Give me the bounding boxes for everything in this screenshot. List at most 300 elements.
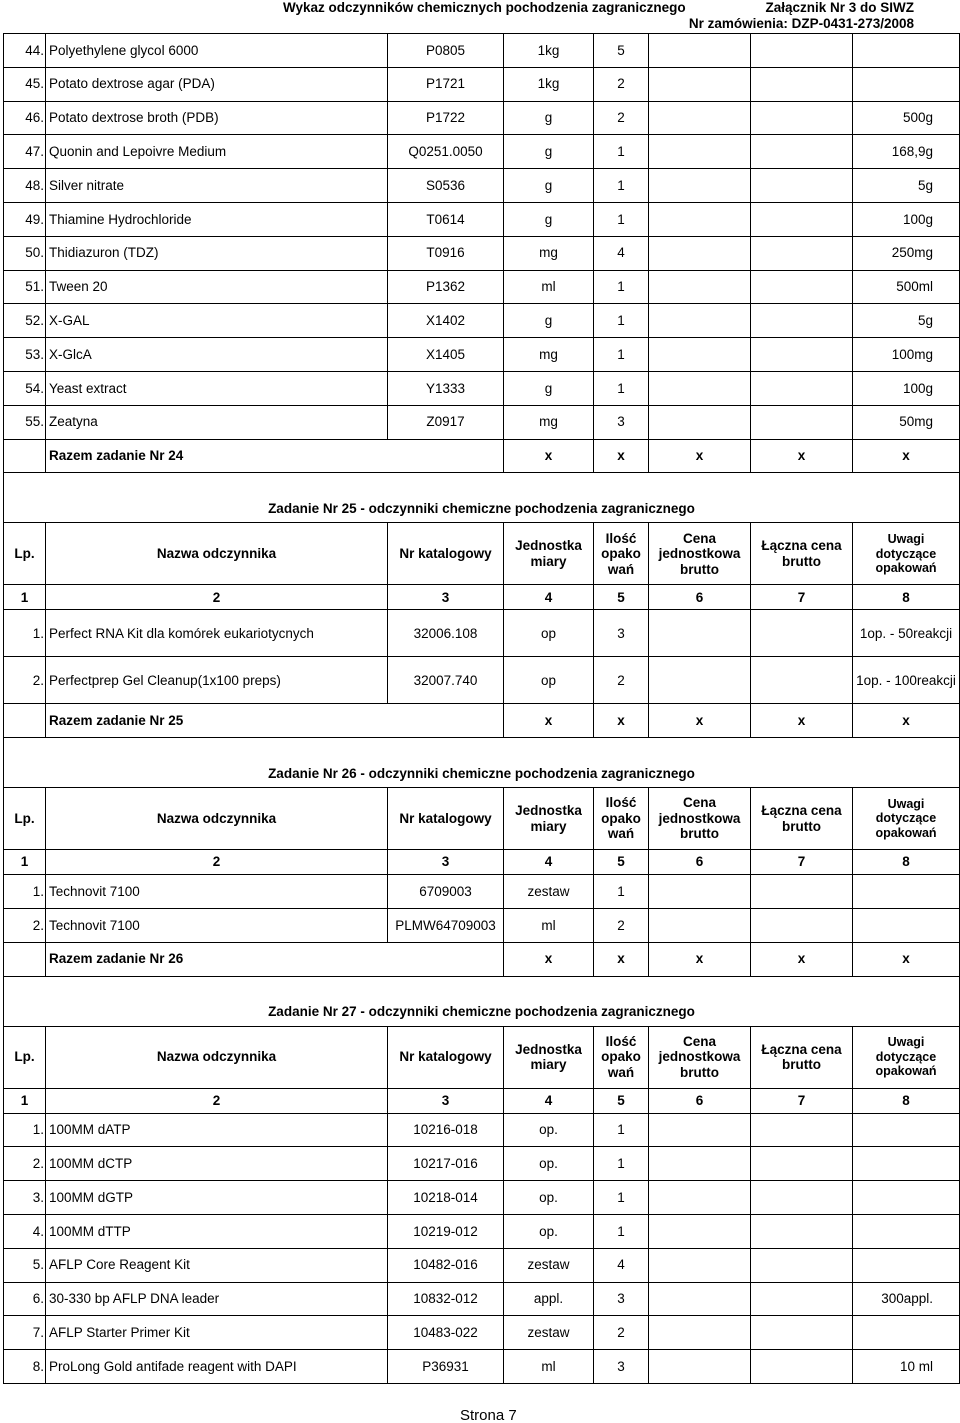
- column-number: 5: [594, 850, 649, 875]
- package-quantity: 3: [594, 610, 649, 657]
- row-number: 7.: [4, 1316, 46, 1350]
- reagent-name: X-GAL: [46, 304, 388, 338]
- section-title: Zadanie Nr 26 - odczynniki chemiczne pochodzenia zagranicznego: [4, 738, 960, 788]
- section-title-row: [4, 738, 960, 788]
- total-price: [751, 1282, 853, 1316]
- column-number: 6: [649, 585, 751, 610]
- table-row: [4, 1350, 960, 1384]
- column-number: 2: [46, 585, 388, 610]
- package-quantity: 2: [594, 101, 649, 135]
- package-quantity: 1: [594, 1147, 649, 1181]
- section-total-row: [4, 704, 960, 738]
- column-header-notes: Uwagi dotyczące opakowań: [853, 1026, 960, 1088]
- package-notes: 5g: [853, 304, 960, 338]
- package-notes: [853, 1147, 960, 1181]
- row-number: 4.: [4, 1214, 46, 1248]
- total-price: [751, 371, 853, 405]
- package-notes: 300appl.: [853, 1282, 960, 1316]
- reagent-name: Potato dextrose agar (PDA): [46, 67, 388, 101]
- reagent-name: Thiamine Hydrochloride: [46, 202, 388, 236]
- package-notes: [853, 1248, 960, 1282]
- row-number: 51.: [4, 270, 46, 304]
- page-number: Strona 7: [460, 1407, 517, 1423]
- table-row: [4, 610, 960, 657]
- reagent-name: Yeast extract: [46, 371, 388, 405]
- total-mark-x: x: [504, 942, 594, 976]
- catalog-number: 10217-016: [388, 1147, 504, 1181]
- total-price: [751, 875, 853, 909]
- package-quantity: 1: [594, 169, 649, 203]
- package-quantity: 1: [594, 1181, 649, 1215]
- column-header-notes: Uwagi dotyczące opakowań: [853, 788, 960, 850]
- catalog-number: 10216-018: [388, 1113, 504, 1147]
- unit-price: [649, 1181, 751, 1215]
- section-title-row: [4, 473, 960, 523]
- reagent-name: AFLP Core Reagent Kit: [46, 1248, 388, 1282]
- total-price: [751, 908, 853, 942]
- catalog-number: Z0917: [388, 405, 504, 439]
- table-row: [4, 270, 960, 304]
- unit-of-measure: appl.: [504, 1282, 594, 1316]
- package-notes: [853, 875, 960, 909]
- unit-price: [649, 405, 751, 439]
- total-price: [751, 1248, 853, 1282]
- section-total-label: Razem zadanie Nr 24: [46, 439, 504, 473]
- total-price: [751, 405, 853, 439]
- reagent-name: ProLong Gold antifade reagent with DAPI: [46, 1350, 388, 1384]
- total-price: [751, 338, 853, 372]
- catalog-number: T0614: [388, 202, 504, 236]
- column-header-catalog: Nr katalogowy: [388, 523, 504, 585]
- section-title: Zadanie Nr 25 - odczynniki chemiczne pochodzenia zagranicznego: [4, 473, 960, 523]
- section-total-row: [4, 439, 960, 473]
- column-header-unit: Jednostka miary: [504, 788, 594, 850]
- package-quantity: 2: [594, 908, 649, 942]
- table-row: [4, 657, 960, 704]
- catalog-number: P1721: [388, 67, 504, 101]
- reagent-name: Perfectprep Gel Cleanup(1x100 preps): [46, 657, 388, 704]
- total-mark-x: x: [853, 439, 960, 473]
- column-header-qty: Ilość opako wań: [594, 1026, 649, 1088]
- unit-of-measure: op: [504, 610, 594, 657]
- column-number: 7: [751, 850, 853, 875]
- unit-of-measure: ml: [504, 1350, 594, 1384]
- reagent-name: Polyethylene glycol 6000: [46, 34, 388, 68]
- column-header-unit_price: Cena jednostkowa brutto: [649, 523, 751, 585]
- table-row: [4, 169, 960, 203]
- unit-of-measure: g: [504, 169, 594, 203]
- column-header-lp: Lp.: [4, 1026, 46, 1088]
- package-quantity: 5: [594, 34, 649, 68]
- unit-of-measure: g: [504, 101, 594, 135]
- total-mark-x: x: [853, 942, 960, 976]
- column-header-row: [4, 523, 960, 585]
- package-notes: 500ml: [853, 270, 960, 304]
- total-price: [751, 270, 853, 304]
- unit-of-measure: ml: [504, 908, 594, 942]
- unit-of-measure: g: [504, 371, 594, 405]
- total-price: [751, 1214, 853, 1248]
- unit-price: [649, 1248, 751, 1282]
- column-header-total_price: Łączna cena brutto: [751, 523, 853, 585]
- row-number: 52.: [4, 304, 46, 338]
- package-quantity: 2: [594, 1316, 649, 1350]
- table-row: [4, 371, 960, 405]
- package-notes: 5g: [853, 169, 960, 203]
- total-price: [751, 1181, 853, 1215]
- row-number: 46.: [4, 101, 46, 135]
- column-header-lp: Lp.: [4, 788, 46, 850]
- reagent-name: Silver nitrate: [46, 169, 388, 203]
- total-mark-x: x: [649, 439, 751, 473]
- table-row: [4, 304, 960, 338]
- total-price: [751, 135, 853, 169]
- column-header-unit_price: Cena jednostkowa brutto: [649, 1026, 751, 1088]
- package-notes: [853, 67, 960, 101]
- package-quantity: 1: [594, 1214, 649, 1248]
- row-number: 48.: [4, 169, 46, 203]
- package-quantity: 2: [594, 67, 649, 101]
- reagent-name: 100MM dATP: [46, 1113, 388, 1147]
- unit-price: [649, 1214, 751, 1248]
- row-number: 1.: [4, 875, 46, 909]
- column-number: 7: [751, 585, 853, 610]
- unit-price: [649, 1147, 751, 1181]
- reagent-name: Technovit 7100: [46, 908, 388, 942]
- unit-of-measure: g: [504, 304, 594, 338]
- section-total-label: Razem zadanie Nr 26: [46, 942, 504, 976]
- unit-of-measure: zestaw: [504, 1248, 594, 1282]
- unit-of-measure: zestaw: [504, 1316, 594, 1350]
- total-mark-x: x: [594, 439, 649, 473]
- total-mark-x: x: [504, 439, 594, 473]
- table-row: [4, 67, 960, 101]
- total-mark-x: x: [853, 704, 960, 738]
- column-number-row: [4, 850, 960, 875]
- reagent-name: 30-330 bp AFLP DNA leader: [46, 1282, 388, 1316]
- total-mark-x: x: [649, 704, 751, 738]
- package-quantity: 1: [594, 1113, 649, 1147]
- row-number: 50.: [4, 236, 46, 270]
- total-mark-x: x: [649, 942, 751, 976]
- column-number: 8: [853, 1088, 960, 1113]
- package-notes: [853, 908, 960, 942]
- column-header-unit: Jednostka miary: [504, 523, 594, 585]
- total-mark-x: x: [751, 942, 853, 976]
- package-quantity: 1: [594, 371, 649, 405]
- row-number: 49.: [4, 202, 46, 236]
- section-total-label: Razem zadanie Nr 25: [46, 704, 504, 738]
- unit-of-measure: 1kg: [504, 34, 594, 68]
- unit-of-measure: op.: [504, 1113, 594, 1147]
- column-header-row: [4, 788, 960, 850]
- reagent-name: 100MM dCTP: [46, 1147, 388, 1181]
- total-price: [751, 1113, 853, 1147]
- unit-price: [649, 67, 751, 101]
- catalog-number: 10832-012: [388, 1282, 504, 1316]
- reagent-name: Potato dextrose broth (PDB): [46, 101, 388, 135]
- column-header-unit_price: Cena jednostkowa brutto: [649, 788, 751, 850]
- table-row: [4, 1181, 960, 1215]
- unit-price: [649, 371, 751, 405]
- column-header-unit: Jednostka miary: [504, 1026, 594, 1088]
- unit-price: [649, 338, 751, 372]
- total-spacer: [4, 439, 46, 473]
- package-quantity: 1: [594, 270, 649, 304]
- package-notes: [853, 1316, 960, 1350]
- unit-of-measure: op.: [504, 1147, 594, 1181]
- column-header-notes: Uwagi dotyczące opakowań: [853, 523, 960, 585]
- column-number: 7: [751, 1088, 853, 1113]
- package-quantity: 3: [594, 405, 649, 439]
- section-total-row: [4, 942, 960, 976]
- unit-price: [649, 1350, 751, 1384]
- column-header-total_price: Łączna cena brutto: [751, 1026, 853, 1088]
- unit-of-measure: g: [504, 202, 594, 236]
- column-header-name: Nazwa odczynnika: [46, 523, 388, 585]
- total-price: [751, 202, 853, 236]
- unit-of-measure: g: [504, 135, 594, 169]
- table-row: [4, 101, 960, 135]
- unit-price: [649, 657, 751, 704]
- total-price: [751, 1316, 853, 1350]
- package-quantity: 4: [594, 236, 649, 270]
- unit-price: [649, 101, 751, 135]
- unit-price: [649, 236, 751, 270]
- column-number: 1: [4, 1088, 46, 1113]
- package-quantity: 1: [594, 135, 649, 169]
- column-number: 6: [649, 1088, 751, 1113]
- row-number: 47.: [4, 135, 46, 169]
- row-number: 8.: [4, 1350, 46, 1384]
- row-number: 44.: [4, 34, 46, 68]
- row-number: 3.: [4, 1181, 46, 1215]
- reagent-name: Quonin and Lepoivre Medium: [46, 135, 388, 169]
- unit-price: [649, 135, 751, 169]
- table-row: [4, 1248, 960, 1282]
- row-number: 55.: [4, 405, 46, 439]
- column-number: 1: [4, 850, 46, 875]
- table-row: [4, 236, 960, 270]
- catalog-number: P1722: [388, 101, 504, 135]
- attachment-label: Załącznik Nr 3 do SIWZ: [765, 0, 914, 15]
- catalog-number: 10483-022: [388, 1316, 504, 1350]
- order-number: Nr zamówienia: DZP-0431-273/2008: [688, 16, 914, 31]
- unit-of-measure: mg: [504, 338, 594, 372]
- package-notes: [853, 34, 960, 68]
- reagent-name: Perfect RNA Kit dla komórek eukariotycnych: [46, 610, 388, 657]
- unit-of-measure: op.: [504, 1214, 594, 1248]
- catalog-number: T0916: [388, 236, 504, 270]
- column-number: 4: [504, 850, 594, 875]
- total-mark-x: x: [594, 942, 649, 976]
- column-header-lp: Lp.: [4, 523, 46, 585]
- unit-price: [649, 1282, 751, 1316]
- unit-price: [649, 610, 751, 657]
- unit-price: [649, 34, 751, 68]
- total-price: [751, 236, 853, 270]
- catalog-number: P1362: [388, 270, 504, 304]
- package-quantity: 1: [594, 202, 649, 236]
- column-header-qty: Ilość opako wań: [594, 788, 649, 850]
- row-number: 2.: [4, 1147, 46, 1181]
- reagent-name: Thidiazuron (TDZ): [46, 236, 388, 270]
- package-notes: 100mg: [853, 338, 960, 372]
- total-price: [751, 1147, 853, 1181]
- unit-price: [649, 304, 751, 338]
- total-price: [751, 657, 853, 704]
- table-row: [4, 1147, 960, 1181]
- column-number: 5: [594, 1088, 649, 1113]
- catalog-number: P36931: [388, 1350, 504, 1384]
- column-number: 3: [388, 585, 504, 610]
- column-number: 1: [4, 585, 46, 610]
- table-row: [4, 202, 960, 236]
- unit-of-measure: zestaw: [504, 875, 594, 909]
- table-row: [4, 875, 960, 909]
- package-quantity: 1: [594, 875, 649, 909]
- column-header-row: [4, 1026, 960, 1088]
- package-notes: 500g: [853, 101, 960, 135]
- total-price: [751, 1350, 853, 1384]
- package-notes: 100g: [853, 371, 960, 405]
- section-title-row: [4, 976, 960, 1026]
- catalog-number: PLMW64709003: [388, 908, 504, 942]
- column-header-catalog: Nr katalogowy: [388, 788, 504, 850]
- package-quantity: 3: [594, 1282, 649, 1316]
- catalog-number: 10218-014: [388, 1181, 504, 1215]
- column-header-name: Nazwa odczynnika: [46, 788, 388, 850]
- total-spacer: [4, 942, 46, 976]
- reagent-name: Zeatyna: [46, 405, 388, 439]
- package-notes: 100g: [853, 202, 960, 236]
- total-price: [751, 610, 853, 657]
- package-notes: 250mg: [853, 236, 960, 270]
- unit-price: [649, 270, 751, 304]
- row-number: 45.: [4, 67, 46, 101]
- unit-price: [649, 875, 751, 909]
- package-notes: [853, 1113, 960, 1147]
- catalog-number: Y1333: [388, 371, 504, 405]
- column-number: 4: [504, 1088, 594, 1113]
- reagent-name: X-GlcA: [46, 338, 388, 372]
- column-header-name: Nazwa odczynnika: [46, 1026, 388, 1088]
- column-header-total_price: Łączna cena brutto: [751, 788, 853, 850]
- reagent-name: AFLP Starter Primer Kit: [46, 1316, 388, 1350]
- catalog-number: 6709003: [388, 875, 504, 909]
- unit-of-measure: mg: [504, 236, 594, 270]
- unit-of-measure: mg: [504, 405, 594, 439]
- unit-of-measure: op.: [504, 1181, 594, 1215]
- package-notes: 1op. - 50reakcji: [853, 610, 960, 657]
- catalog-number: 32007.740: [388, 657, 504, 704]
- package-quantity: 4: [594, 1248, 649, 1282]
- package-quantity: 1: [594, 338, 649, 372]
- reagent-name: 100MM dGTP: [46, 1181, 388, 1215]
- total-mark-x: x: [751, 439, 853, 473]
- column-number: 3: [388, 1088, 504, 1113]
- row-number: 2.: [4, 657, 46, 704]
- table-row: [4, 405, 960, 439]
- package-notes: [853, 1214, 960, 1248]
- unit-of-measure: ml: [504, 270, 594, 304]
- row-number: 1.: [4, 1113, 46, 1147]
- package-notes: 10 ml: [853, 1350, 960, 1384]
- package-notes: 168,9g: [853, 135, 960, 169]
- package-quantity: 3: [594, 1350, 649, 1384]
- package-notes: 50mg: [853, 405, 960, 439]
- total-price: [751, 67, 853, 101]
- total-mark-x: x: [504, 704, 594, 738]
- row-number: 53.: [4, 338, 46, 372]
- catalog-number: 10482-016: [388, 1248, 504, 1282]
- column-number: 2: [46, 1088, 388, 1113]
- catalog-number: P0805: [388, 34, 504, 68]
- table-row: [4, 908, 960, 942]
- unit-price: [649, 908, 751, 942]
- package-quantity: 1: [594, 304, 649, 338]
- catalog-number: X1405: [388, 338, 504, 372]
- row-number: 1.: [4, 610, 46, 657]
- table-row: [4, 1113, 960, 1147]
- table-row: [4, 34, 960, 68]
- row-number: 54.: [4, 371, 46, 405]
- row-number: 2.: [4, 908, 46, 942]
- column-header-catalog: Nr katalogowy: [388, 1026, 504, 1088]
- document-title: Wykaz odczynników chemicznych pochodzenia zagranicznego: [283, 0, 686, 15]
- catalog-number: 10219-012: [388, 1214, 504, 1248]
- column-number: 6: [649, 850, 751, 875]
- column-number: 8: [853, 585, 960, 610]
- total-price: [751, 34, 853, 68]
- total-price: [751, 101, 853, 135]
- column-header-qty: Ilość opako wań: [594, 523, 649, 585]
- column-number: 5: [594, 585, 649, 610]
- total-spacer: [4, 704, 46, 738]
- package-notes: 1op. - 100reakcji: [853, 657, 960, 704]
- unit-of-measure: op: [504, 657, 594, 704]
- row-number: 5.: [4, 1248, 46, 1282]
- table-row: [4, 1316, 960, 1350]
- column-number: 4: [504, 585, 594, 610]
- table-row: [4, 135, 960, 169]
- unit-price: [649, 169, 751, 203]
- unit-price: [649, 1316, 751, 1350]
- catalog-number: 32006.108: [388, 610, 504, 657]
- column-number: 2: [46, 850, 388, 875]
- reagent-name: Tween 20: [46, 270, 388, 304]
- unit-price: [649, 1113, 751, 1147]
- table-row: [4, 338, 960, 372]
- reagent-name: Technovit 7100: [46, 875, 388, 909]
- reagent-name: 100MM dTTP: [46, 1214, 388, 1248]
- total-mark-x: x: [751, 704, 853, 738]
- table-row: [4, 1214, 960, 1248]
- column-number-row: [4, 585, 960, 610]
- unit-price: [649, 202, 751, 236]
- section-title: Zadanie Nr 27 - odczynniki chemiczne pochodzenia zagranicznego: [4, 976, 960, 1026]
- column-number-row: [4, 1088, 960, 1113]
- catalog-number: S0536: [388, 169, 504, 203]
- column-number: 3: [388, 850, 504, 875]
- total-mark-x: x: [594, 704, 649, 738]
- total-price: [751, 169, 853, 203]
- package-notes: [853, 1181, 960, 1215]
- reagents-table: [3, 33, 960, 1384]
- unit-of-measure: 1kg: [504, 67, 594, 101]
- catalog-number: X1402: [388, 304, 504, 338]
- row-number: 6.: [4, 1282, 46, 1316]
